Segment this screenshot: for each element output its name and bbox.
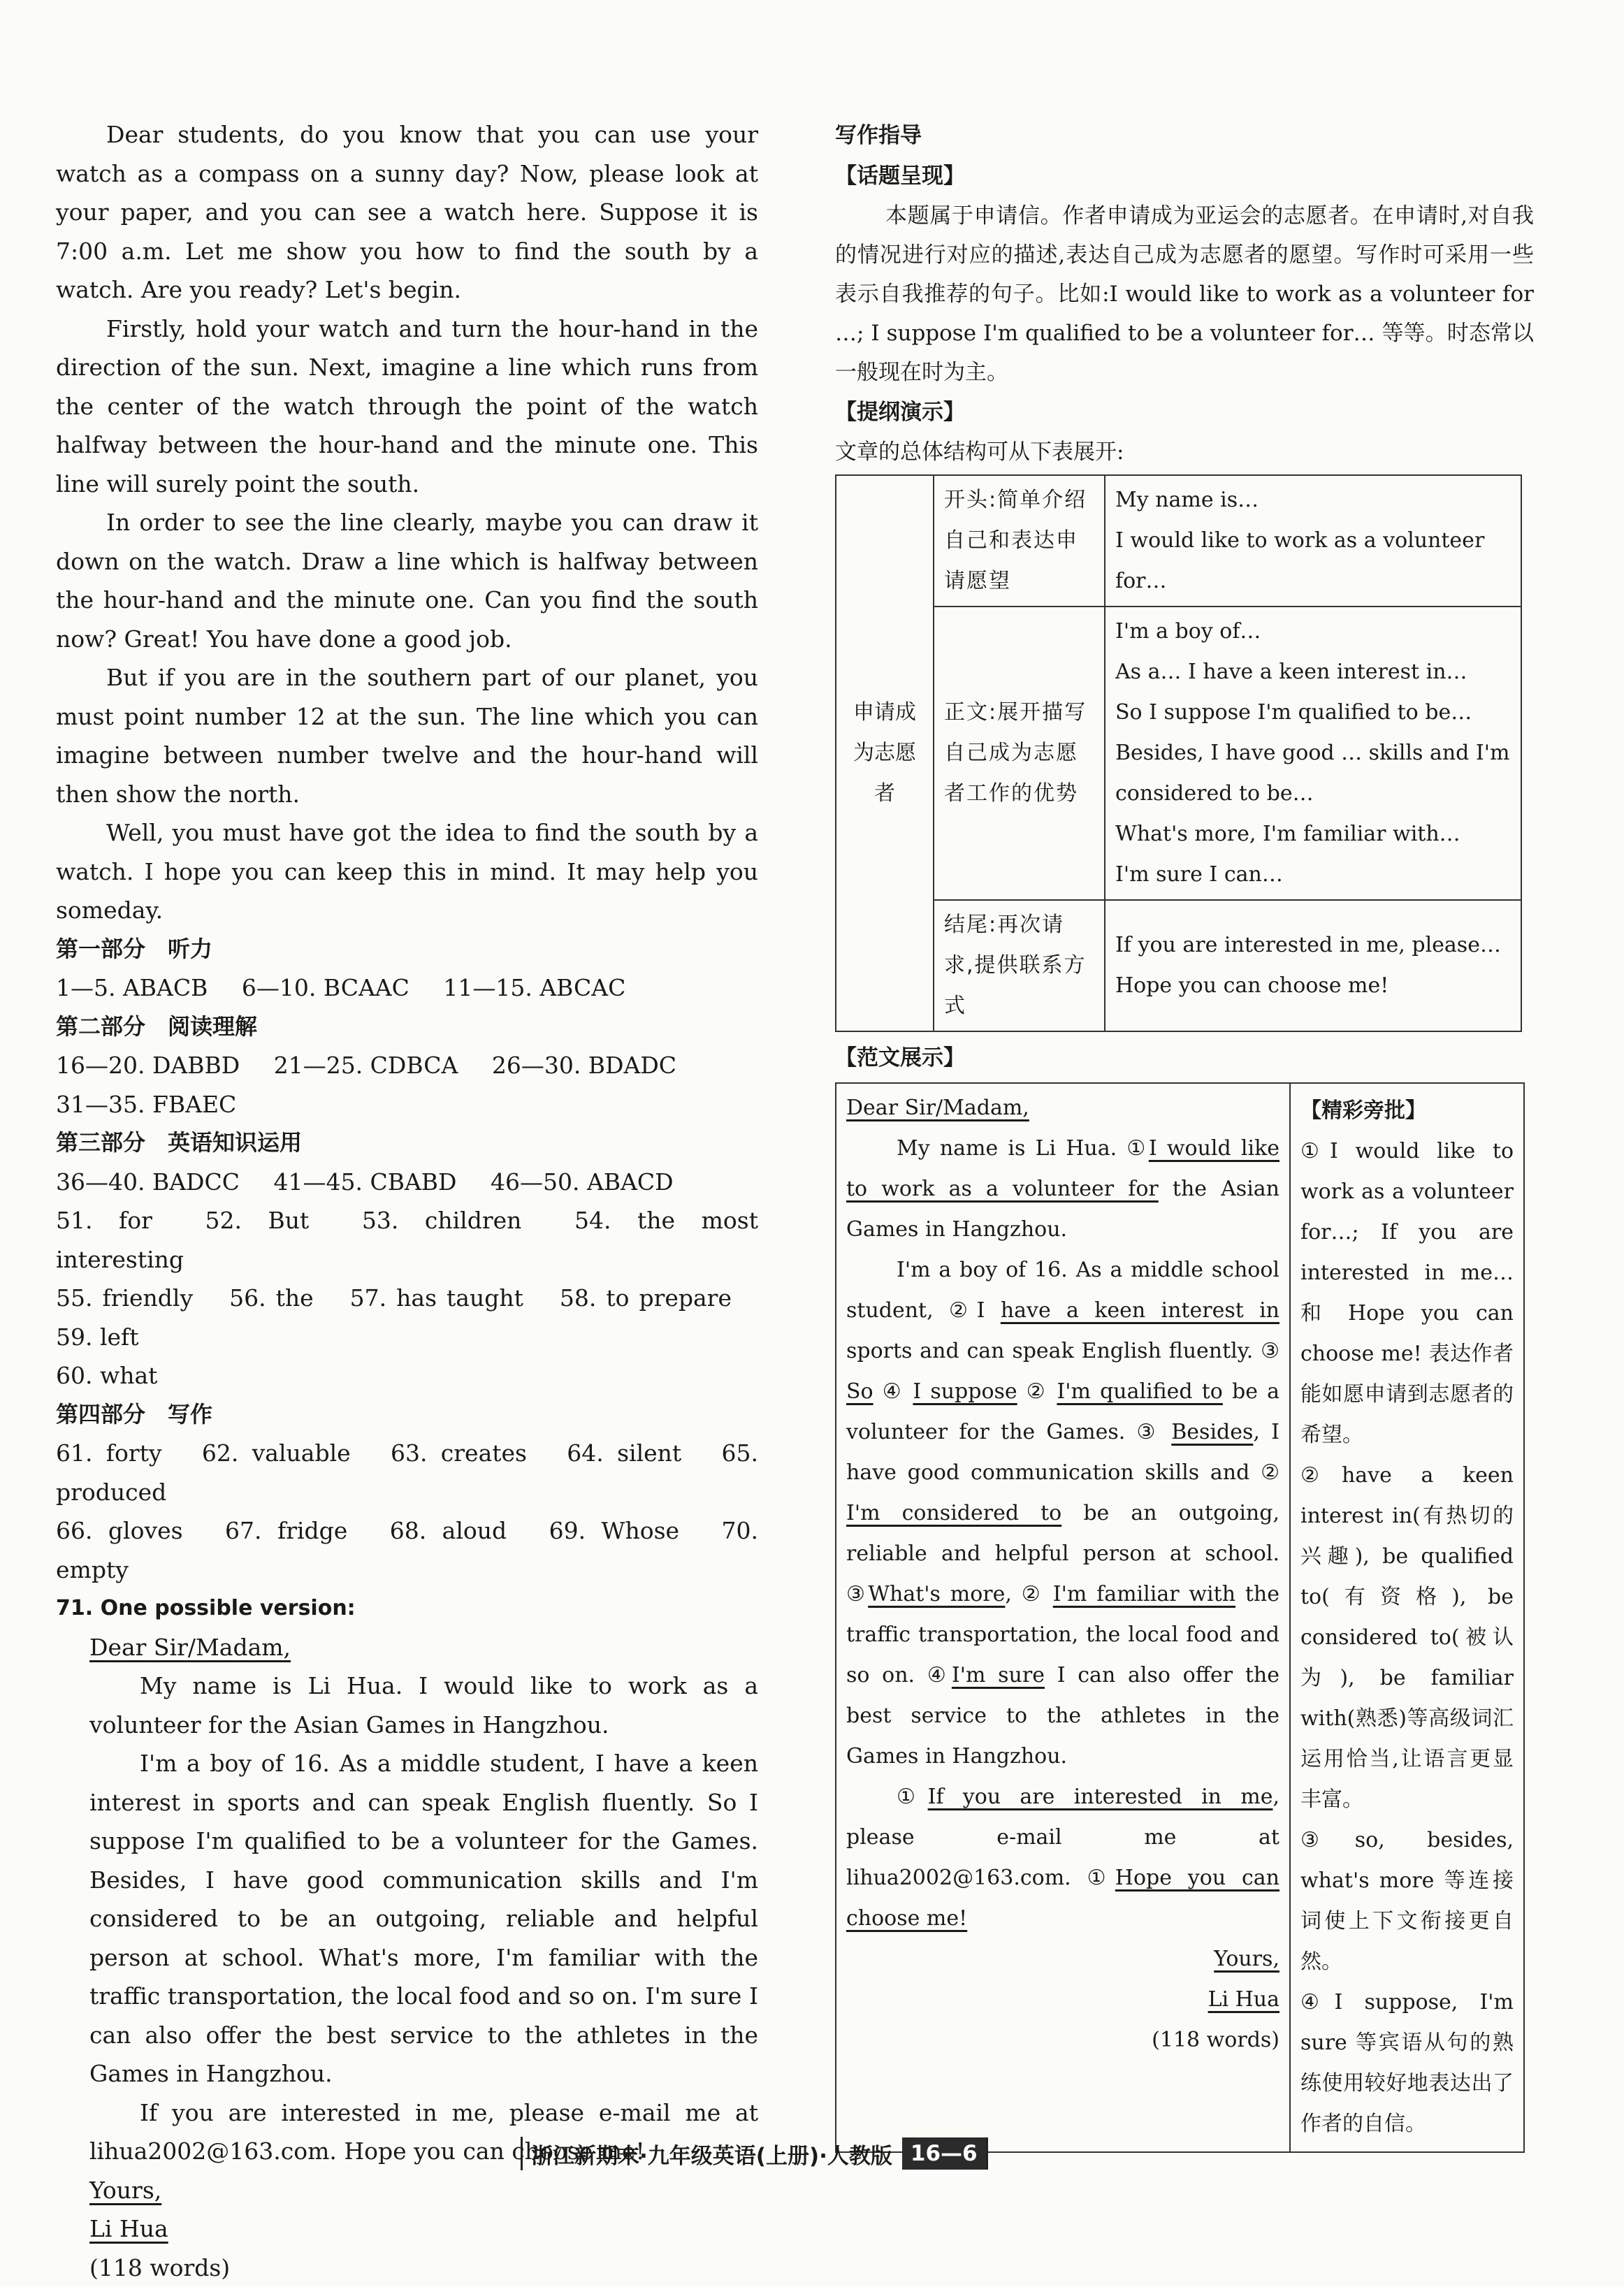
passage-paragraph: Dear students, do you know that you can use your watch as a compass on a sunny day? Now, please look at your paper, and you can see a watch here. Suppose it is 7:00 a.m. Let me show you how to find the south by a watch. Are you ready? Let's begin. [56,115,758,310]
answer-group: 6—10. BCAAC [242,974,409,1001]
answer-group: 36—40. BADCC [56,1168,240,1196]
answer-group: 1—5. ABACB [56,974,208,1001]
sample-heading: 【范文展示】 [835,1038,1534,1078]
annotation-marker: ① [1087,1866,1115,1890]
answer-line [56,1201,758,1279]
outline-heading: 【提纲演示】 [835,392,1534,433]
topic-text: 本题属于申请信。作者申请成为亚运会的志愿者。在申请时,对自我的情况进行对应的描述,表达自己成为志愿者的愿望。写作时可采用一些表示自我推荐的句子。比如:I would like to work as a volunteer for …; I suppose I'm qualified to be a volunteer for… 等等。时态常以一般现在时为主。 [835,196,1534,392]
table-phrase-cell [1105,607,1521,900]
annotation-marker: ② [1027,1379,1047,1404]
letter-signature: Li Hua [89,2215,168,2242]
highlighted-phrase: I'm familiar with [1053,1582,1235,1606]
highlighted-phrase: I'm qualified to [1057,1379,1222,1404]
sample-word-count: (118 words) [846,2020,1279,2061]
version-label: 71. One possible version: [56,1589,758,1628]
right-column [835,115,1534,2153]
answer-item: 62. valuable [202,1439,351,1467]
letter-paragraph: My name is Li Hua. I would like to work as a volunteer for the Asian Games in Hangzhou. [89,1667,758,1744]
answer-item: 65. produced [56,1439,758,1506]
commentary-note: ④I suppose, I'm sure 等宾语从句的熟练使用较好地表达出了作者的自信。 [1300,1982,1514,2144]
highlighted-phrase: I'm considered to [846,1501,1061,1525]
word-count: (118 words) [89,2249,758,2287]
answer-item: 55. friendly [56,1284,193,1312]
answer-group: 11—15. ABCAC [443,974,625,1001]
commentary-heading: 【精彩旁批】 [1300,1091,1514,1131]
phrase-line: What's more, I'm familiar with… [1115,814,1511,855]
sample-signature: Li Hua [1208,1987,1279,2012]
sample-box [835,1082,1525,2153]
highlighted-phrase: I'm sure [952,1663,1045,1687]
answer-group: 41—45. CBABD [274,1168,457,1196]
phrase-line: Hope you can choose me! [1115,966,1511,1006]
sample-text: the traffic transportation, the local food and so on. [846,1582,1279,1687]
sample-essay [836,1084,1291,2151]
annotation-marker: ② [1261,1460,1279,1485]
answer-item: 70. empty [56,1517,758,1583]
table-part-cell: 正文:展开描写自己成为志愿者工作的优势 [934,607,1105,900]
commentary-note: ②have a keen interest in(有热切的兴趣), be qualified to(有资格), be considered to(被认为), be familiar with(熟悉)等高级词汇运用恰当,让语言更显丰富。 [1300,1455,1514,1820]
letter-salutation: Dear Sir/Madam, [89,1634,291,1661]
sample-closing: Yours, [1214,1947,1279,1971]
answer-item: 64. silent [567,1439,681,1467]
passage-paragraph: In order to see the line clearly, maybe you can draw it down on the watch. Draw a line which is halfway between the hour-hand and the minute one. Can you find the south now? Great! You have done a good job. [56,503,758,658]
letter-closing: Yours, [89,2177,161,2204]
answer-line [56,1279,758,1356]
phrase-line: Besides, I have good … skills and I'm considered to be… [1115,733,1511,814]
sample-text: sports and can speak English fluently. [846,1339,1253,1363]
page-number: 16—6 [902,2137,988,2170]
sample-text: be a volunteer for the Games. [846,1379,1279,1444]
answer-group: 21—25. CDBCA [274,1052,458,1079]
table-row [836,607,1521,900]
annotation-marker: ④ [927,1663,952,1687]
sample-paragraph [846,1128,1279,1250]
answer-group: 31—35. FBAEC [56,1091,236,1118]
answer-line [56,1356,758,1395]
annotation-marker: ③ [1261,1339,1279,1363]
topic-heading: 【话题呈现】 [835,156,1534,196]
annotation-marker: ② [1022,1582,1043,1606]
answer-item: 61. forty [56,1439,162,1467]
table-row [836,475,1521,607]
answer-item: 52. But [205,1207,309,1234]
answer-line [56,1085,758,1124]
commentary-note: ①I would like to work as a volunteer for…; If you are interested in me… 和 Hope you can choose me! 表达作者能如愿申请到志愿者的希望。 [1300,1131,1514,1455]
section-heading-part4: 第四部分 写作 [56,1395,758,1435]
answer-item: 53. children [362,1207,522,1234]
phrase-line: I'm a boy of… [1115,611,1511,652]
answer-group: 46—50. ABACD [491,1168,674,1196]
answer-item: 59. left [56,1323,139,1351]
page-footer [521,2137,988,2170]
table-lead-cell: 申请成为志愿者 [836,475,934,1031]
answer-line [56,1046,758,1085]
phrase-line: So I suppose I'm qualified to be… [1115,692,1511,733]
outline-intro: 文章的总体结构可从下表展开: [835,433,1534,472]
section-heading-part3: 第三部分 英语知识运用 [56,1124,758,1163]
sample-text: be an outgoing, reliable and helpful person at school. [846,1501,1279,1566]
highlighted-phrase: If you are interested in me [928,1785,1273,1809]
section-heading-part1: 第一部分 听力 [56,930,758,969]
phrase-line: My name is… [1115,480,1511,521]
section-heading-part2: 第二部分 阅读理解 [56,1008,758,1047]
sample-text: , [1005,1582,1012,1606]
table-part-cell: 结尾:再次请求,提供联系方式 [934,900,1105,1031]
answer-item: 60. what [56,1362,157,1389]
highlighted-phrase: Besides [1171,1420,1253,1444]
letter-paragraph: If you are interested in me, please e-mail me at lihua2002@163.com. Hope you can choose me! [89,2093,758,2171]
commentary-column [1291,1084,1523,2151]
sample-paragraph [846,1250,1279,1777]
annotation-marker: ② [949,1298,977,1323]
highlighted-phrase: I would like to work as a volunteer for [846,1136,1279,1201]
answer-item: 51. for [56,1207,152,1234]
sample-text: I [977,1298,985,1323]
highlighted-phrase: Hope you can choose me! [846,1866,1279,1931]
answer-item: 68. aloud [390,1517,507,1544]
answer-item: 54. the most interesting [56,1207,758,1273]
answer-item: 67. fridge [225,1517,347,1544]
highlighted-phrase: What's more [868,1582,1005,1606]
table-phrase-cell [1105,475,1521,607]
annotation-marker: ④ [883,1379,904,1404]
sample-text: My name is Li Hua. [897,1136,1117,1161]
phrase-line: I'm sure I can… [1115,855,1511,895]
table-phrase-cell [1105,900,1521,1031]
passage-paragraph: But if you are in the southern part of our planet, you must point number 12 at the sun. The line which you can imagine between number twelve and the hour-hand will then show the north. [56,658,758,813]
annotation-marker: ① [897,1785,928,1809]
answer-group: 26—30. BDADC [492,1052,676,1079]
answer-line [56,1434,758,1511]
answer-item: 56. the [229,1284,314,1312]
highlighted-phrase: So [846,1379,873,1404]
phrase-line: If you are interested in me, please… [1115,925,1511,966]
phrase-line: I would like to work as a volunteer for… [1115,521,1511,602]
annotation-marker: ① [1126,1136,1149,1161]
annotation-marker: ③ [1137,1420,1161,1444]
highlighted-phrase: have a keen interest in [1001,1298,1279,1323]
passage-paragraph: Firstly, hold your watch and turn the hour-hand in the direction of the sun. Next, imagine a line which runs from the center of the watch through the point of the watch halfway between the hour-hand and the minute one. This line will surely point the south. [56,310,758,504]
answer-item: 63. creates [391,1439,527,1467]
answer-item: 57. has taught [350,1284,523,1312]
sample-text: , please e-mail me at lihua2002@163.com. [846,1785,1279,1890]
answer-item: 58. to prepare [560,1284,732,1312]
outline-table [835,474,1522,1032]
commentary-note: ③so, besides, what's more 等连接词使上下文衔接更自然。 [1300,1820,1514,1982]
answer-item: 69. Whose [549,1517,679,1544]
phrase-line: As a… I have a keen interest in… [1115,652,1511,692]
sample-paragraph [846,1777,1279,1939]
sample-text: the Asian Games in Hangzhou. [846,1177,1279,1242]
sample-letter [56,1628,758,2287]
annotation-marker: ③ [846,1582,868,1606]
sample-text: I can also offer the best service to the athletes in the Games in Hangzhou. [846,1663,1279,1769]
passage-paragraph: Well, you must have got the idea to find the south by a watch. I hope you can keep this in mind. It may help you someday. [56,813,758,930]
answer-line [56,1511,758,1589]
book-title: 浙江新期末·九年级英语(上册)·人教版 [531,2138,892,2170]
sample-text: , I have good communication skills and [846,1420,1279,1485]
guide-heading: 写作指导 [835,115,1534,156]
table-part-cell: 开头:简单介绍自己和表达申请愿望 [934,475,1105,607]
answer-line [56,968,758,1008]
answer-line [56,1163,758,1202]
table-row [836,900,1521,1031]
answer-group: 16—20. DABBD [56,1052,240,1079]
sample-text: I'm a boy of 16. As a middle school student, [846,1258,1279,1323]
highlighted-phrase: I suppose [913,1379,1017,1404]
left-column [56,115,758,2287]
answer-item: 66. gloves [56,1517,183,1544]
letter-paragraph: I'm a boy of 16. As a middle student, I have a keen interest in sports and can speak English fluently. So I suppose I'm qualified to be a volunteer for the Games. Besides, I have good communication skills and I'm considered to be an outgoing, reliable and helpful person at school. What's more, I'm familiar with the traffic transportation, the local food and so on. I'm sure I can also offer the best service to the athletes in the Games in Hangzhou. [89,1744,758,2093]
sample-salutation: Dear Sir/Madam, [846,1096,1029,1120]
